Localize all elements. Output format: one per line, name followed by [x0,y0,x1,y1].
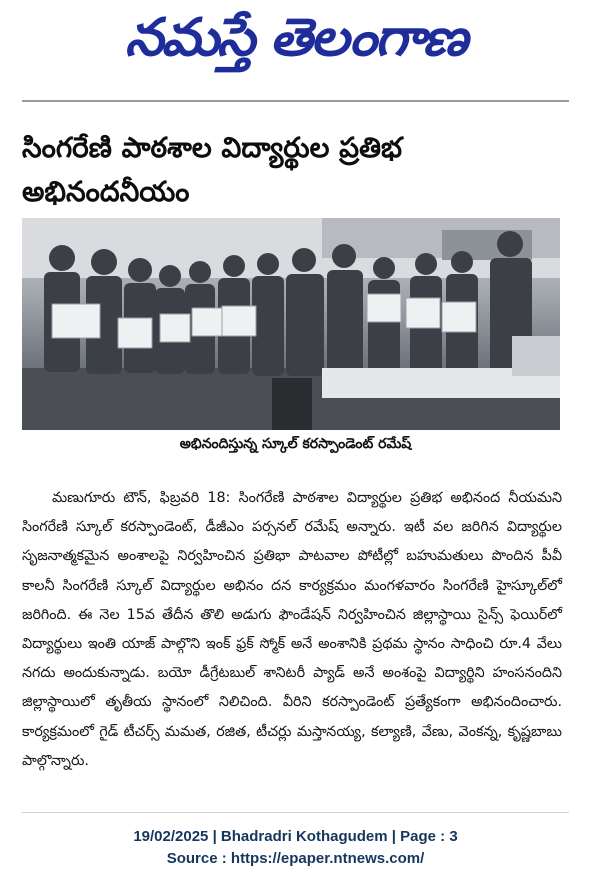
footer-divider [22,812,569,813]
masthead-title: నమస్తే తెలంగాణ [125,7,466,68]
article-headline: సింగరేణి పాఠశాల విద్యార్థుల ప్రతిభ అభినందనీయం [22,131,402,208]
masthead-divider [22,100,569,102]
news-photo [22,218,560,430]
footer-source: Source : https://epaper.ntnews.com/ [166,850,425,867]
footer-date-edition: 19/02/2025 | Bhadradri Kothagudem | Page : 3 [133,828,458,845]
photo-illustration [22,218,560,430]
newspaper-masthead [0,0,591,82]
page-footer [0,826,591,870]
photo-caption: అభినందిస్తున్న స్కూల్ కరస్పాండెంట్ రమేష్ [179,436,412,452]
article-body: మణుగూరు టౌన్, ఫిబ్రవరి 18: సింగరేణి పాఠశాల విద్యార్థుల ప్రతిభ అభినంద నీయమని సింగరేణి స్కూల్ కరస్పాండెంట్, డీజీఎం పర్సనల్ రమేష్ అన్నారు. ఇటీ వల జరిగిన విద్యార్థుల సృజనాత్మకమైన అంశాలపై నిర్వహించిన ప్రతిభా పాటవాల పోటీల్లో బహుమతులు పొందిన పీవీ కాలనీ సింగరేణి స్కూల్ విద్యార్థుల అభినం దన కార్యక్రమం మంగళవారం సింగరేణి హైస్కూల్‌లో జరిగింది. ఈ నెల 15వ తేదీన తొలి అడుగు ఫౌండేషన్ నిర్వహించిన జిల్లాస్థాయి సైన్స్ ఫెయిర్‌లో విద్యార్థులు ఇంతి యాజ్ పాల్గొని ఇంక్ ఫ్రక్ స్మోక్ అనే అంశానికి ప్రథమ స్థానం సాధించి రూ.4 వేలు నగదు అందుకున్నాడు. బయో డీగ్రేటబుల్ శానిటరీ ప్యాడ్ అనే అంశంపై విద్యార్థిని హంసనందిని జిల్లాస్థాయిలో తృతీయ స్థానంలో నిలిచింది. వీరిని కరస్పాండెంట్ ప్రత్యేకంగా అభినందించారు. కార్యక్రమంలో గైడ్ టీచర్స్ మమత, రజిత, టీచర్లు మస్తానయ్య, కల్యాణి, వేణు, వెంకన్న, కృష్ణబాబు పాల్గొన్నారు. [22,490,562,769]
